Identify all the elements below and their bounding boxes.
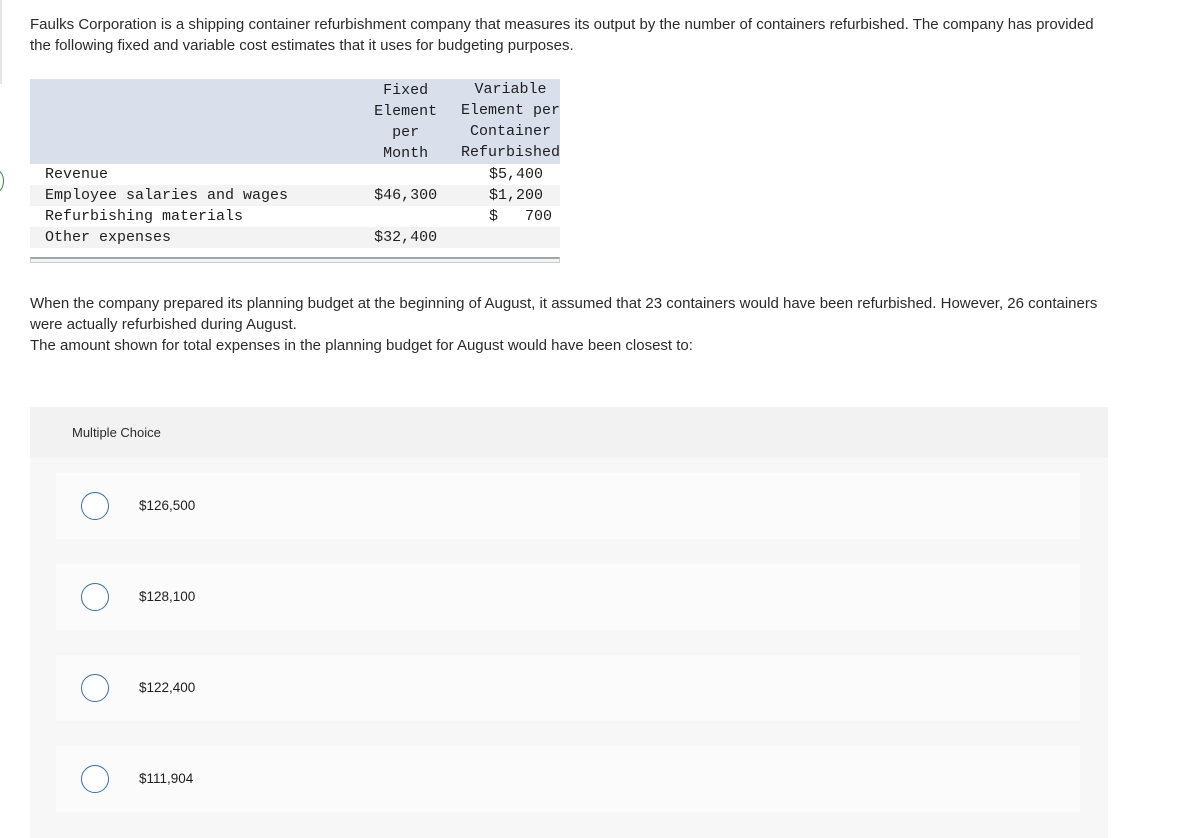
question-prompt: The amount shown for total expenses in the planning budget for August would have been closest to: <box>30 337 693 354</box>
header-label-cell <box>30 79 350 164</box>
header-variable-element <box>461 79 560 164</box>
question-text <box>30 293 1110 356</box>
row-label: Refurbishing materials <box>45 208 244 225</box>
row-variable-value: $ 700 <box>488 208 552 225</box>
answer-option[interactable] <box>56 746 1080 812</box>
left-edge-divider <box>0 0 2 84</box>
table-row <box>30 206 560 227</box>
row-fixed-value <box>350 164 461 185</box>
header-fixed-line: Month <box>383 145 429 162</box>
cost-estimates-table <box>30 79 560 248</box>
side-indicator-icon <box>0 170 4 192</box>
answer-option[interactable] <box>56 473 1080 539</box>
table-row <box>30 227 560 248</box>
row-variable-value: $1,200 <box>461 185 560 206</box>
question-paragraph: When the company prepared its planning budget at the beginning of August, it assumed that 23 containers would have been refurbished. However, 26 containers were actually refurbished during August. <box>30 295 1098 333</box>
intro-text: Faulks Corporation is a shipping container refurbishment company that measures its output by the number of containers refurbished. The company has provided the following fixed and variable cost estimates that it uses for budgeting purposes. <box>30 16 1094 54</box>
multiple-choice-header: Multiple Choice <box>72 425 161 440</box>
table-header-row <box>30 79 560 164</box>
row-label: Other expenses <box>30 227 350 248</box>
answer-option[interactable] <box>56 655 1080 721</box>
header-variable-line: Refurbished <box>460 144 560 161</box>
row-fixed-value: $32,400 <box>350 227 461 248</box>
answer-option[interactable] <box>56 564 1080 630</box>
header-fixed-line: Fixed <box>383 82 429 99</box>
row-label: Revenue <box>45 166 109 183</box>
answer-option-label: $128,100 <box>139 589 196 604</box>
header-variable-line: Element per <box>460 102 560 119</box>
header-fixed-line: per <box>392 124 420 141</box>
multiple-choice-panel <box>30 407 1108 838</box>
row-variable-value: $5,400 <box>488 166 543 183</box>
answer-option-label: $122,400 <box>139 680 196 695</box>
radio-button-icon[interactable] <box>81 765 109 793</box>
header-variable-line: Variable <box>474 81 547 98</box>
radio-button-icon[interactable] <box>81 583 109 611</box>
header-fixed-line: Element <box>374 103 438 120</box>
table-scrollbar[interactable] <box>30 257 560 263</box>
table-row <box>30 185 560 206</box>
header-variable-line: Container <box>469 123 551 140</box>
table-row <box>30 164 560 185</box>
row-fixed-value <box>350 206 461 227</box>
row-label: Employee salaries and wages <box>30 185 350 206</box>
row-fixed-value: $46,300 <box>350 185 461 206</box>
multiple-choice-options <box>30 457 1108 838</box>
radio-button-icon[interactable] <box>81 674 109 702</box>
radio-button-icon[interactable] <box>81 492 109 520</box>
row-variable-value <box>461 227 560 248</box>
header-fixed-element <box>350 79 461 164</box>
answer-option-label: $126,500 <box>139 498 196 513</box>
answer-option-label: $111,904 <box>139 771 194 786</box>
